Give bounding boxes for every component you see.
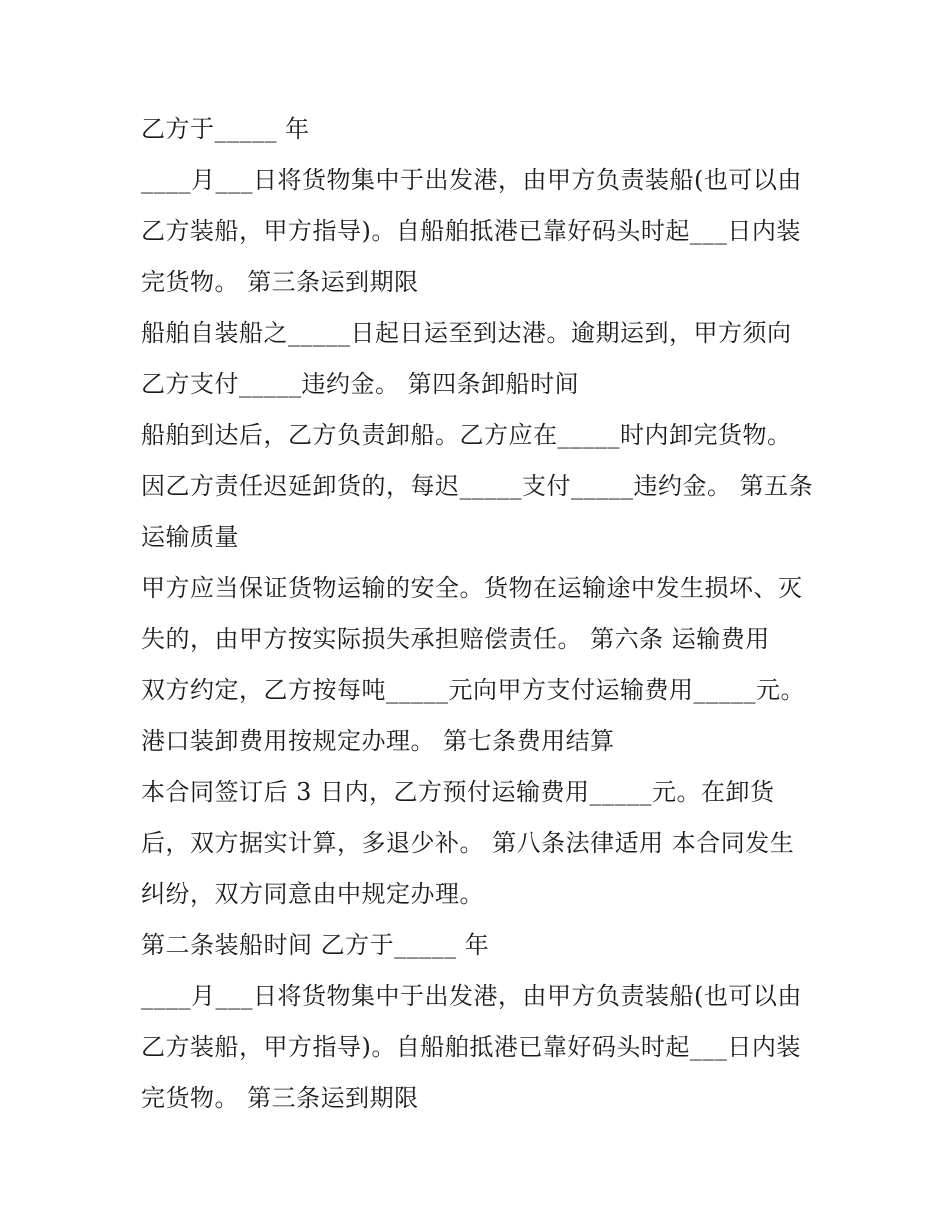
text-line: 船舶到达后，乙方负责卸船。乙方应在_____时内卸完货物。 [141, 421, 792, 449]
text-line: 运输质量 [141, 523, 239, 551]
text-line: 完货物。 第三条运到期限 [141, 268, 419, 296]
text-line: 因乙方责任迟延卸货的，每迟_____支付_____违约金。 第五条 [141, 472, 814, 500]
text-line: ____月___日将货物集中于出发港，由甲方负责装船(也可以由 [141, 982, 802, 1010]
text-line: 乙方于_____ 年 [141, 115, 310, 143]
text-line: 纠纷，双方同意由中规定办理。 [141, 880, 484, 908]
text-line: ____月___日将货物集中于出发港，由甲方负责装船(也可以由 [141, 166, 802, 194]
text-line: 第二条装船时间 乙方于_____ 年 [141, 931, 490, 959]
text-line: 甲方应当保证货物运输的安全。货物在运输途中发生损坏、灭 [141, 574, 803, 602]
text-line: 本合同签订后 3 日内，乙方预付运输费用_____元。在卸货 [141, 778, 775, 806]
text-line: 乙方装船，甲方指导)。自船舶抵港已靠好码头时起___日内装 [141, 1033, 801, 1061]
text-line: 后，双方据实计算，多退少补。 第八条法律适用 本合同发生 [141, 829, 795, 857]
text-line: 完货物。 第三条运到期限 [141, 1084, 419, 1112]
text-line: 船舶自装船之_____日起日运至到达港。逾期运到，甲方须向 [141, 319, 792, 347]
contract-text [141, 104, 841, 1124]
text-line: 港口装卸费用按规定办理。 第七条费用结算 [141, 727, 615, 755]
text-line: 失的，由甲方按实际损失承担赔偿责任。 第六条 运输费用 [141, 625, 770, 653]
text-line: 双方约定，乙方按每吨_____元向甲方支付运输费用_____元。 [141, 676, 805, 704]
text-line: 乙方支付_____违约金。 第四条卸船时间 [141, 370, 580, 398]
text-line: 乙方装船，甲方指导)。自船舶抵港已靠好码头时起___日内装 [141, 217, 801, 245]
